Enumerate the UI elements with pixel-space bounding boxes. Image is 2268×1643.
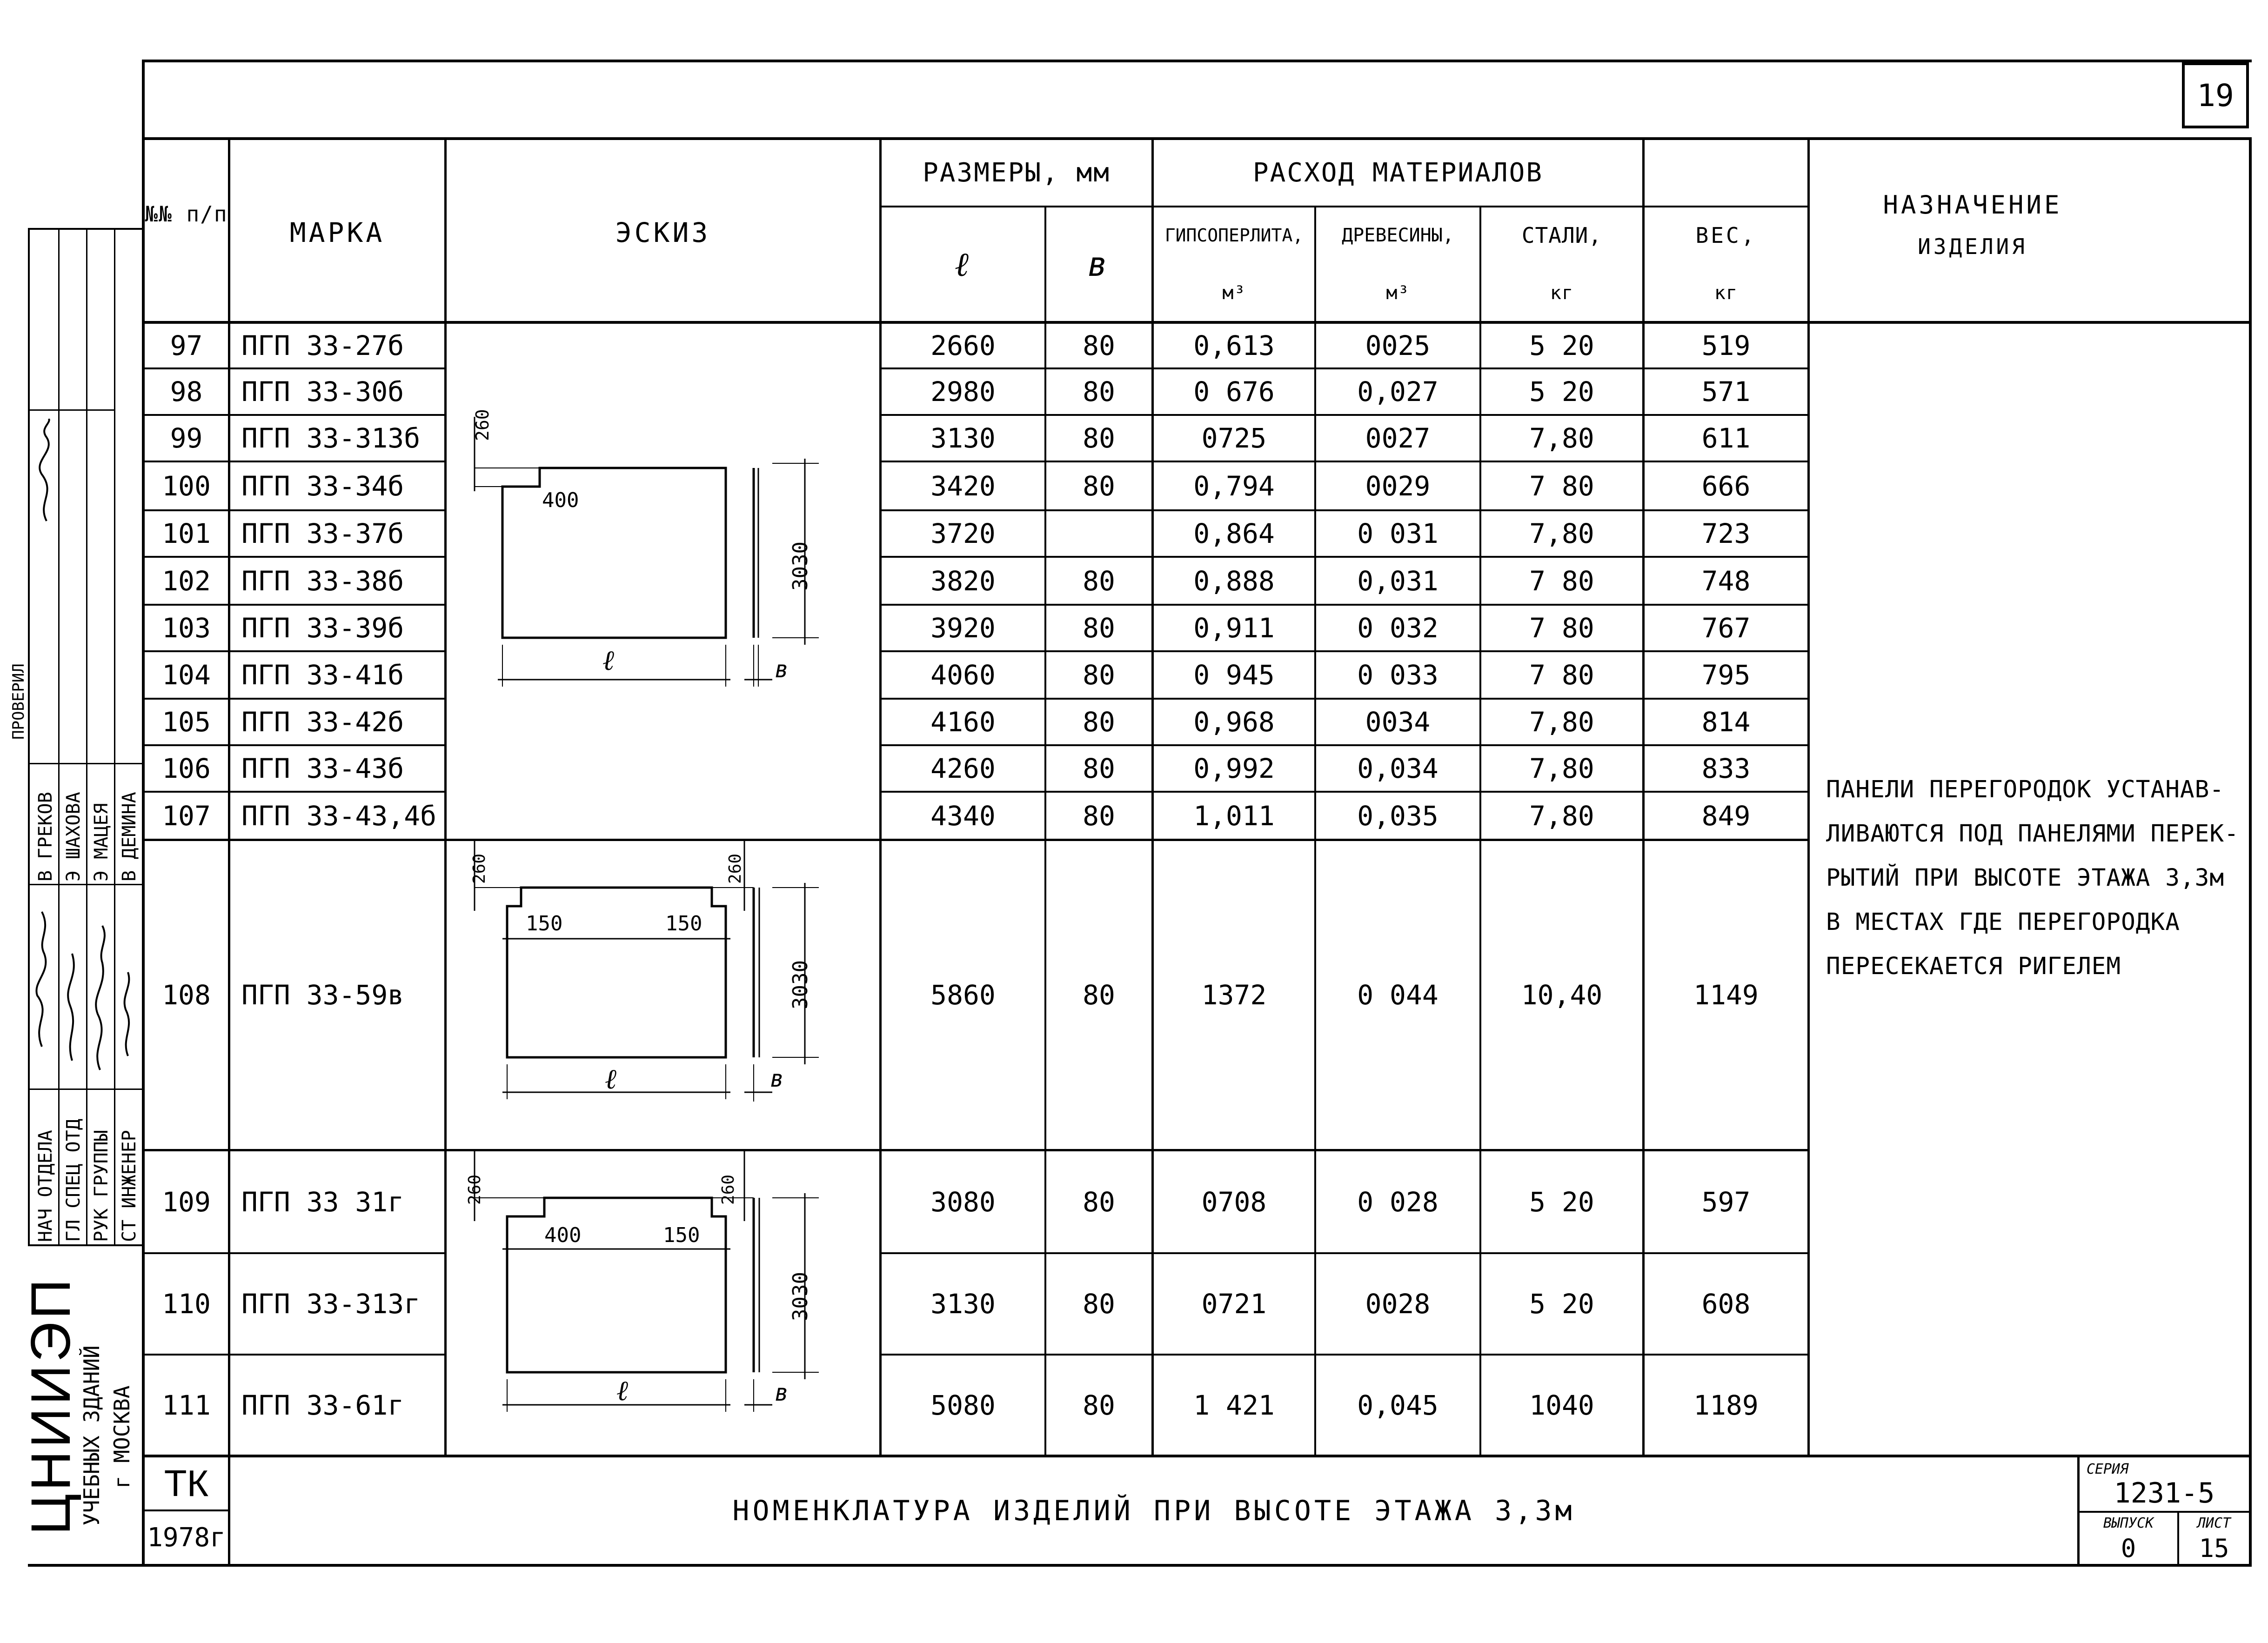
- cell-num: 106: [162, 753, 211, 784]
- purpose-line: ПЕРЕСЕКАЕТСЯ РИГЕЛЕМ: [1826, 953, 2121, 980]
- footer-title: НОМЕНКЛАТУРА ИЗДЕЛИЙ ПРИ ВЫСОТЕ ЭТАЖА 3,3м: [732, 1494, 1575, 1527]
- sketch2-dim-260-left: 260: [470, 853, 489, 884]
- cell-weight: 519: [1701, 330, 1751, 361]
- cell-steel: 7,80: [1529, 800, 1594, 832]
- cell-gypsum: 0,968: [1193, 706, 1275, 738]
- cell-gypsum: 0721: [1201, 1288, 1267, 1320]
- cell-steel: 5 20: [1529, 376, 1594, 407]
- sketch3-dim-150: 150: [663, 1223, 700, 1247]
- sketch1-dim-260: 260: [472, 409, 493, 441]
- cell-length: 5860: [930, 979, 996, 1011]
- footer-issue: 0: [2121, 1534, 2136, 1563]
- header-purpose-line2: ИЗДЕЛИЯ: [1918, 234, 2027, 259]
- sketch1-dim-3030: 3030: [789, 541, 812, 591]
- cell-length: 4260: [930, 753, 996, 784]
- sketch3-dim-l: ℓ: [616, 1375, 628, 1407]
- footer-sheet: 15: [2199, 1534, 2229, 1563]
- stamp-role: РУК ГРУППЫ: [91, 1130, 112, 1242]
- cell-steel: 7,80: [1529, 422, 1594, 454]
- cell-mark: ПГП 33-43б: [241, 753, 404, 784]
- cell-num: 109: [162, 1186, 211, 1218]
- cell-steel: 7 80: [1529, 612, 1594, 644]
- sketch3-dim-260-right: 260: [719, 1174, 738, 1205]
- stamp-role: НАЧ ОТДЕЛА: [35, 1130, 56, 1242]
- cell-mark: ПГП 33-42б: [241, 706, 404, 738]
- footer-issue-label: ВЫПУСК: [2103, 1515, 2154, 1531]
- cell-steel: 7 80: [1529, 470, 1594, 502]
- cell-steel: 7,80: [1529, 753, 1594, 784]
- cell-width: 80: [1083, 612, 1115, 644]
- header-sketch: ЭСКИЗ: [615, 217, 711, 248]
- cell-num: 97: [170, 330, 203, 361]
- cell-num: 111: [162, 1389, 211, 1421]
- cell-length: 2660: [930, 330, 996, 361]
- cell-gypsum: 0 945: [1193, 659, 1275, 691]
- cell-num: 107: [162, 800, 211, 832]
- cell-num: 103: [162, 612, 211, 644]
- cell-length: 3130: [930, 1288, 996, 1320]
- cell-weight: 666: [1701, 470, 1751, 502]
- purpose-text: [1826, 768, 2247, 988]
- cell-num: 108: [162, 979, 211, 1011]
- cell-gypsum: 0 676: [1193, 376, 1275, 407]
- org-line1: УЧЕБНЫХ ЗДАНИЙ: [79, 1345, 104, 1526]
- cell-width: 80: [1083, 330, 1115, 361]
- header-gypsum: ГИПСОПЕРЛИТА,: [1164, 225, 1304, 246]
- cell-gypsum: 0,992: [1193, 753, 1275, 784]
- cell-wood: 0025: [1365, 330, 1431, 361]
- header-wood-unit: м³: [1386, 282, 1410, 304]
- cell-length: 3130: [930, 422, 996, 454]
- cell-wood: 0 033: [1357, 659, 1438, 691]
- cell-weight: 849: [1701, 800, 1751, 832]
- cell-length: 3820: [930, 565, 996, 597]
- header-num: №№ п/п: [145, 201, 228, 227]
- cell-length: 4160: [930, 706, 996, 738]
- cell-width: 80: [1083, 979, 1115, 1011]
- cell-wood: 0,034: [1357, 753, 1438, 784]
- footer-series: 1231-5: [2114, 1477, 2215, 1509]
- cell-num: 110: [162, 1288, 211, 1320]
- cell-weight: 608: [1701, 1288, 1751, 1320]
- cell-steel: 7,80: [1529, 518, 1594, 549]
- header-l: ℓ: [955, 244, 971, 284]
- cell-width: 80: [1083, 470, 1115, 502]
- sketch3-dim-b: в: [775, 1379, 789, 1406]
- cell-steel: 1040: [1529, 1389, 1594, 1421]
- header-materials: РАСХОД МАТЕРИАЛОВ: [1252, 158, 1544, 188]
- cell-width: 80: [1083, 753, 1115, 784]
- cell-width: 80: [1083, 422, 1115, 454]
- cell-num: 104: [162, 659, 211, 691]
- cell-width: 80: [1083, 376, 1115, 407]
- purpose-line: ПАНЕЛИ ПЕРЕГОРОДОК УСТАНАВ-: [1826, 776, 2225, 803]
- footer-tk: ТК: [164, 1463, 209, 1504]
- cell-width: 80: [1083, 706, 1115, 738]
- cell-num: 102: [162, 565, 211, 597]
- sketch1-dim-b: в: [775, 656, 789, 683]
- cell-mark: ПГП 33-41б: [241, 659, 404, 691]
- cell-gypsum: 0,794: [1193, 470, 1275, 502]
- purpose-line: РЫТИЙ ПРИ ВЫСОТЕ ЭТАЖА 3,3м: [1826, 864, 2225, 892]
- cell-mark: ПГП 33-61г: [241, 1389, 404, 1421]
- org-logo: ЦНИИЭП: [20, 1276, 82, 1535]
- cell-mark: ПГП 33-39б: [241, 612, 404, 644]
- cell-weight: 611: [1701, 422, 1751, 454]
- stamp-name: В ДЕМИНА: [119, 792, 140, 882]
- cell-gypsum: 0,864: [1193, 518, 1275, 549]
- sketch1-dim-l: ℓ: [602, 644, 614, 677]
- sketch3-dim-260-left: 260: [465, 1174, 484, 1205]
- frame-right: [2249, 137, 2252, 1567]
- cell-length: 4340: [930, 800, 996, 832]
- col-line-weight: [1807, 137, 1810, 1456]
- cell-wood: 0027: [1365, 422, 1431, 454]
- header-dimensions: РАЗМЕРЫ, мм: [923, 158, 1111, 188]
- purpose-line: ЛИВАЮТСЯ ПОД ПАНЕЛЯМИ ПЕРЕК-: [1826, 820, 2239, 848]
- header-purpose-line1: НАЗНАЧЕНИЕ: [1883, 190, 2062, 220]
- cell-num: 105: [162, 706, 211, 738]
- header-mark: МАРКА: [289, 217, 385, 248]
- stamp-role: ГЛ СПЕЦ ОТД: [63, 1119, 84, 1242]
- cell-steel: 5 20: [1529, 330, 1594, 361]
- cell-wood: 0,031: [1357, 565, 1438, 597]
- cell-width: 80: [1083, 1186, 1115, 1218]
- cell-mark: ПГП 33-30б: [241, 376, 404, 407]
- cell-mark: ПГП 33-34б: [241, 470, 404, 502]
- cell-length: 3920: [930, 612, 996, 644]
- frame-top: [142, 60, 2252, 62]
- cell-weight: 767: [1701, 612, 1751, 644]
- cell-wood: 0,035: [1357, 800, 1438, 832]
- cell-mark: ПГП 33-313г: [241, 1288, 421, 1320]
- cell-length: 3080: [930, 1186, 996, 1218]
- cell-gypsum: 1,011: [1193, 800, 1275, 832]
- cell-weight: 1149: [1693, 979, 1759, 1011]
- cell-wood: 0 044: [1357, 979, 1438, 1011]
- sketch2-dim-l: ℓ: [605, 1063, 616, 1095]
- header-gypsum-unit: м³: [1222, 282, 1246, 304]
- stamp-role: СТ ИНЖЕНЕР: [119, 1130, 140, 1242]
- cell-width: 80: [1083, 659, 1115, 691]
- cell-gypsum: 0708: [1201, 1186, 1267, 1218]
- cell-num: 98: [170, 376, 203, 407]
- stamp-checked: ПРОВЕРИЛ: [9, 663, 28, 740]
- header-wood: ДРЕВЕСИНЫ,: [1342, 225, 1454, 246]
- sketch2-dim-150-left: 150: [526, 912, 563, 935]
- footer-series-label: СЕРИЯ: [2086, 1461, 2129, 1477]
- frame-bottom: [28, 1564, 2252, 1567]
- sketch3-dim-400: 400: [544, 1223, 582, 1247]
- sketch-panel-type-b: [447, 324, 879, 839]
- cell-weight: 571: [1701, 376, 1751, 407]
- cell-mark: ПГП 33-37б: [241, 518, 404, 549]
- cell-num: 101: [162, 518, 211, 549]
- header-weight: ВЕС,: [1695, 223, 1757, 248]
- cell-steel: 7,80: [1529, 706, 1594, 738]
- header-steel: СТАЛИ,: [1521, 223, 1602, 248]
- stamp-name: В ГРЕКОВ: [35, 792, 56, 882]
- cell-weight: 795: [1701, 659, 1751, 691]
- sketch-panel-type-v: [447, 841, 879, 1149]
- sketch2-dim-150-right: 150: [665, 912, 702, 935]
- cell-length: 2980: [930, 376, 996, 407]
- cell-mark: ПГП 33-43,4б: [241, 800, 437, 832]
- cell-steel: 5 20: [1529, 1288, 1594, 1320]
- cell-gypsum: 0,888: [1193, 565, 1275, 597]
- cell-mark: ПГП 33-59в: [241, 979, 404, 1011]
- cell-width: 80: [1083, 1288, 1115, 1320]
- cell-wood: 0034: [1365, 706, 1431, 738]
- cell-wood: 0 028: [1357, 1186, 1438, 1218]
- cell-wood: 0029: [1365, 470, 1431, 502]
- cell-weight: 1189: [1693, 1389, 1759, 1421]
- cell-weight: 833: [1701, 753, 1751, 784]
- cell-width: 80: [1083, 1389, 1115, 1421]
- footer-sheet-label: ЛИСТ: [2197, 1515, 2231, 1531]
- cell-length: 3720: [930, 518, 996, 549]
- cell-width: 80: [1083, 565, 1115, 597]
- stamp-line: [28, 409, 114, 411]
- stamp-name: Э ШАХОВА: [63, 792, 84, 882]
- cell-mark: ПГП 33 31г: [241, 1186, 404, 1218]
- sketch-panel-type-g: [447, 1151, 879, 1455]
- cell-weight: 723: [1701, 518, 1751, 549]
- cell-width: [1046, 511, 1151, 556]
- cell-gypsum: 0,911: [1193, 612, 1275, 644]
- cell-num: 99: [170, 422, 203, 454]
- cell-mark: ПГП 33-27б: [241, 330, 404, 361]
- sketch2-dim-3030: 3030: [789, 960, 812, 1009]
- cell-weight: 597: [1701, 1186, 1751, 1218]
- purpose-line: В МЕСТАХ ГДЕ ПЕРЕГОРОДКА: [1826, 908, 2180, 936]
- footer-year: 1978г: [147, 1523, 226, 1553]
- cell-gypsum: 0725: [1201, 422, 1267, 454]
- org-line2: г МОСКВА: [109, 1385, 134, 1489]
- stamp-line: [28, 228, 142, 230]
- cell-num: 100: [162, 470, 211, 502]
- cell-gypsum: 1 421: [1193, 1389, 1275, 1421]
- cell-wood: 0,045: [1357, 1389, 1438, 1421]
- signatures: [28, 419, 142, 1093]
- stamp-name: Э МАЦЕЯ: [91, 803, 112, 882]
- cell-length: 5080: [930, 1389, 996, 1421]
- cell-length: 4060: [930, 659, 996, 691]
- header-b: в: [1087, 245, 1111, 284]
- sketch2-dim-b: в: [770, 1065, 784, 1092]
- cell-weight: 814: [1701, 706, 1751, 738]
- cell-steel: 5 20: [1529, 1186, 1594, 1218]
- cell-steel: 10,40: [1521, 979, 1603, 1011]
- stamp-line: [28, 1244, 142, 1246]
- cell-gypsum: 0,613: [1193, 330, 1275, 361]
- header-weight-unit: кг: [1714, 282, 1738, 304]
- page-number: 19: [2197, 77, 2234, 114]
- cell-gypsum: 1372: [1201, 979, 1267, 1011]
- cell-length: 3420: [930, 470, 996, 502]
- cell-wood: 0028: [1365, 1288, 1431, 1320]
- cell-steel: 7 80: [1529, 565, 1594, 597]
- sketch2-dim-260-right: 260: [726, 853, 745, 884]
- header-steel-unit: кг: [1550, 282, 1574, 304]
- cell-mark: ПГП 33-38б: [241, 565, 404, 597]
- cell-wood: 0 031: [1357, 518, 1438, 549]
- cell-width: 80: [1083, 800, 1115, 832]
- cell-wood: 0 032: [1357, 612, 1438, 644]
- cell-mark: ПГП 33-313б: [241, 422, 421, 454]
- cell-weight: 748: [1701, 565, 1751, 597]
- sketch3-dim-3030: 3030: [789, 1272, 812, 1321]
- cell-wood: 0,027: [1357, 376, 1438, 407]
- cell-steel: 7 80: [1529, 659, 1594, 691]
- sketch1-dim-400: 400: [542, 488, 579, 512]
